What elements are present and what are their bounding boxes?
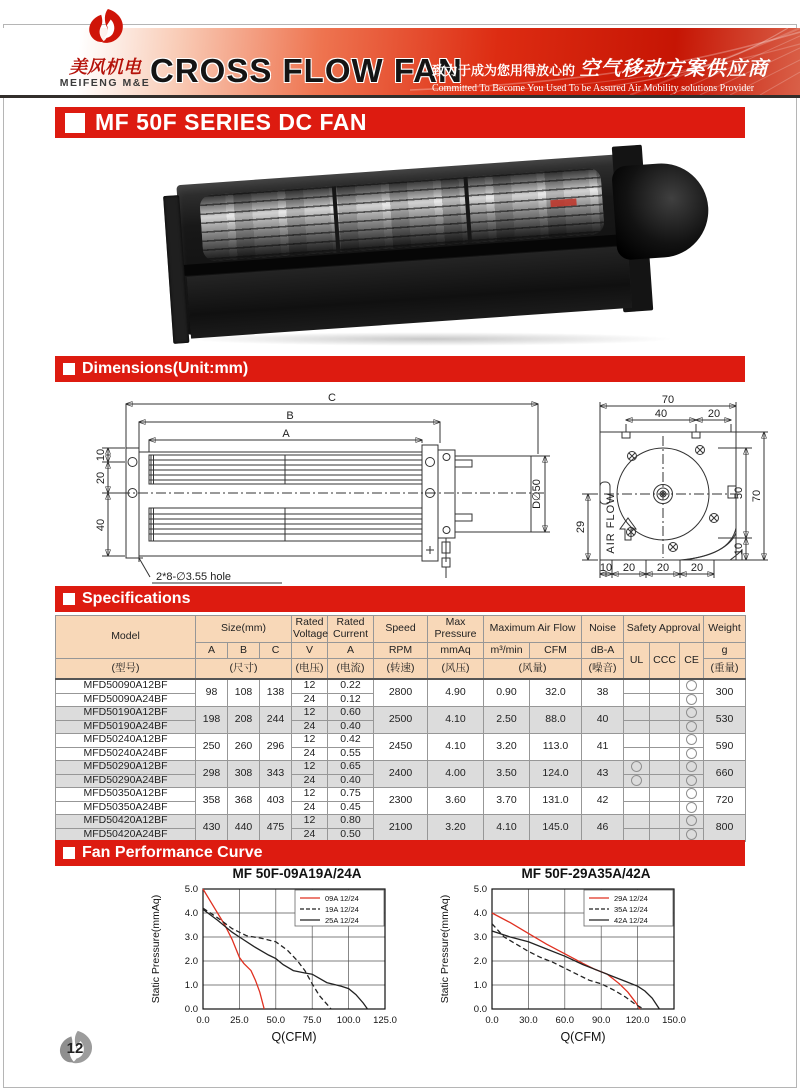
svg-text:0.0: 0.0 <box>196 1015 210 1026</box>
crossflow-fan-image <box>157 134 693 352</box>
spec-row <box>56 788 746 802</box>
brand-logo <box>46 8 164 89</box>
col-m3min: m³/min <box>484 643 530 659</box>
hole-note: 2*8-∅3.55 hole <box>156 571 232 583</box>
spec-cell <box>624 774 650 788</box>
dim-label-b20c: 20 <box>690 562 704 574</box>
col-speed-unit: RPM <box>374 643 428 659</box>
section-title: Specifications <box>82 590 191 607</box>
spec-cell: 3.20 <box>428 815 484 842</box>
svg-text:75.0: 75.0 <box>302 1015 322 1026</box>
spec-cell <box>624 815 650 829</box>
svg-text:150.0: 150.0 <box>662 1015 686 1026</box>
svg-text:1.0: 1.0 <box>184 980 198 991</box>
dim-label-40: 40 <box>95 518 107 532</box>
spec-cell: 12 <box>292 707 328 721</box>
spec-cell <box>624 693 650 707</box>
dim-label-b10: 10 <box>599 562 613 574</box>
svg-text:0.0: 0.0 <box>485 1015 499 1026</box>
photo-shadow <box>185 332 675 346</box>
col-a: A <box>196 643 228 659</box>
svg-text:0.0: 0.0 <box>184 1004 198 1015</box>
spec-cell: 298 <box>196 761 228 788</box>
col-airflow: Maximum Air Flow <box>484 616 582 643</box>
dim-label-c: C <box>328 392 336 404</box>
chart-plot <box>147 884 447 1048</box>
col-size: Size(mm) <box>196 616 292 643</box>
dim-label-10-right: 10 <box>733 542 745 556</box>
spec-cell: 430 <box>196 815 228 842</box>
spec-cell: MFD50420A12BF <box>56 815 196 829</box>
spec-cell <box>624 761 650 775</box>
spec-cell: MFD50190A12BF <box>56 707 196 721</box>
dim-label-70-top: 70 <box>661 394 675 406</box>
spec-cell: 88.0 <box>530 707 582 734</box>
header-slogan <box>432 52 769 94</box>
spec-cell: 0.65 <box>328 761 374 775</box>
spec-row <box>56 679 746 693</box>
spec-cell <box>680 761 704 775</box>
spec-cell: 2450 <box>374 734 428 761</box>
svg-text:35A 12/24: 35A 12/24 <box>614 905 648 914</box>
spec-cell: MFD50290A24BF <box>56 774 196 788</box>
col-noise: Noise <box>582 616 624 643</box>
svg-text:25A 12/24: 25A 12/24 <box>325 916 359 925</box>
header-divider <box>0 95 800 98</box>
svg-text:30.0: 30.0 <box>519 1015 538 1026</box>
svg-text:2.0: 2.0 <box>473 956 487 967</box>
approval-circle <box>686 748 697 759</box>
spec-cell: 38 <box>582 679 624 707</box>
product-photo <box>145 138 710 348</box>
svg-text:60.0: 60.0 <box>555 1015 575 1026</box>
spec-cell <box>680 774 704 788</box>
spec-cell: 2300 <box>374 788 428 815</box>
approval-circle <box>686 707 697 718</box>
dim-label-29: 29 <box>575 520 587 534</box>
spec-cell: 12 <box>292 734 328 748</box>
approval-circle <box>686 680 697 691</box>
dim-label-20: 20 <box>95 471 107 485</box>
spec-cell: MFD50290A12BF <box>56 761 196 775</box>
spec-cell: 343 <box>260 761 292 788</box>
section-header-performance <box>55 840 745 866</box>
spec-cell: 3.60 <box>428 788 484 815</box>
svg-text:4.0: 4.0 <box>473 908 487 919</box>
spec-cell: 403 <box>260 788 292 815</box>
section-title: Dimensions(Unit:mm) <box>82 360 249 377</box>
spec-cell: 98 <box>196 679 228 707</box>
spec-cell: 0.80 <box>328 815 374 829</box>
spec-row <box>56 761 746 775</box>
spec-cell: 244 <box>260 707 292 734</box>
svg-text:Static Pressure(mmAq): Static Pressure(mmAq) <box>150 894 162 1004</box>
col-speed: Speed <box>374 616 428 643</box>
spec-cell <box>624 679 650 693</box>
spec-cell: 530 <box>704 707 746 734</box>
col-voltage-cn: (电压) <box>292 659 328 680</box>
spec-cell: 720 <box>704 788 746 815</box>
air-flow-label: AIR FLOW <box>605 492 617 554</box>
spec-cell <box>650 774 680 788</box>
page-title: CROSS FLOW FAN <box>150 52 463 89</box>
series-banner <box>55 107 745 138</box>
spec-row <box>56 815 746 829</box>
approval-circle <box>631 761 642 772</box>
spec-cell <box>650 734 680 748</box>
approval-circle <box>686 788 697 799</box>
col-speed-cn: (转速) <box>374 659 428 680</box>
spec-cell: 296 <box>260 734 292 761</box>
spec-cell: 113.0 <box>530 734 582 761</box>
spec-cell: 3.20 <box>484 734 530 761</box>
spec-cell <box>624 707 650 721</box>
spec-cell <box>680 801 704 815</box>
spec-cell: 24 <box>292 801 328 815</box>
spec-cell: 0.42 <box>328 734 374 748</box>
svg-text:Static Pressure(mmAq): Static Pressure(mmAq) <box>439 894 451 1004</box>
spec-cell: 300 <box>704 679 746 707</box>
svg-text:09A 12/24: 09A 12/24 <box>325 894 359 903</box>
approval-circle <box>686 734 697 745</box>
spec-cell: 46 <box>582 815 624 842</box>
svg-text:5.0: 5.0 <box>184 884 198 895</box>
spec-cell: 0.22 <box>328 679 374 693</box>
spec-cell: 124.0 <box>530 761 582 788</box>
spec-cell: 24 <box>292 747 328 761</box>
approval-circle <box>686 761 697 772</box>
section-title: Fan Performance Curve <box>82 844 263 861</box>
spec-cell: 3.50 <box>484 761 530 788</box>
brand-name-cn: 美风机电 <box>69 57 141 77</box>
svg-text:100.0: 100.0 <box>336 1015 361 1026</box>
spec-cell <box>650 720 680 734</box>
svg-text:3.0: 3.0 <box>473 932 487 943</box>
spec-cell <box>680 788 704 802</box>
col-noise-cn: (噪音) <box>582 659 624 680</box>
spec-cell: MFD50090A12BF <box>56 679 196 693</box>
svg-text:5.0: 5.0 <box>473 884 487 895</box>
spec-cell <box>624 788 650 802</box>
spec-cell: 32.0 <box>530 679 582 707</box>
dim-label-b20a: 20 <box>622 562 636 574</box>
fan-motor <box>611 160 711 260</box>
svg-text:0.0: 0.0 <box>473 1004 487 1015</box>
spec-cell: 12 <box>292 815 328 829</box>
dim-label-10: 10 <box>95 448 107 462</box>
page-number-badge <box>52 1030 98 1072</box>
spec-cell <box>650 761 680 775</box>
spec-cell: MFD50350A24BF <box>56 801 196 815</box>
col-airflow-cn: (风量) <box>484 659 582 680</box>
svg-text:Q(CFM): Q(CFM) <box>560 1030 606 1044</box>
spec-cell: 475 <box>260 815 292 842</box>
col-cfm: CFM <box>530 643 582 659</box>
series-banner-title: MF 50F SERIES DC FAN <box>95 109 367 135</box>
spec-cell: 368 <box>228 788 260 815</box>
col-safety: Safety Approval <box>624 616 704 643</box>
col-size-cn: (尺寸) <box>196 659 292 680</box>
spec-cell: 12 <box>292 761 328 775</box>
spec-cell <box>680 747 704 761</box>
dim-label-40: 40 <box>654 408 668 420</box>
col-voltage: Rated Voltage <box>292 616 328 643</box>
spec-cell <box>624 720 650 734</box>
spec-row <box>56 707 746 721</box>
col-b: B <box>228 643 260 659</box>
chart-title: MF 50F-29A35A/42A <box>521 866 651 881</box>
spec-cell: 0.40 <box>328 720 374 734</box>
svg-text:4.0: 4.0 <box>184 908 198 919</box>
spec-cell: 0.40 <box>328 774 374 788</box>
svg-text:2.0: 2.0 <box>184 956 198 967</box>
dim-label-a: A <box>282 428 290 440</box>
section-square-icon <box>63 593 75 605</box>
spec-header-row-1 <box>56 616 746 643</box>
svg-text:25.0: 25.0 <box>230 1015 249 1026</box>
spec-cell: 260 <box>228 734 260 761</box>
chart-title: MF 50F-09A19A/24A <box>232 866 362 881</box>
section-square-icon <box>63 847 75 859</box>
spec-cell: 4.10 <box>428 734 484 761</box>
slogan-cn-large: 空气移动方案供应商 <box>579 58 769 80</box>
dim-label-50: 50 <box>733 486 745 500</box>
spec-cell: MFD50190A24BF <box>56 720 196 734</box>
approval-circle <box>686 802 697 813</box>
col-c: C <box>260 643 292 659</box>
spec-table-wrap <box>55 615 745 842</box>
brand-logo-icon <box>82 8 128 52</box>
svg-text:90.0: 90.0 <box>591 1015 611 1026</box>
spec-cell: 800 <box>704 815 746 842</box>
spec-cell: 24 <box>292 828 328 842</box>
brand-name-en: MEIFENG M&E <box>59 77 151 89</box>
spec-cell: 0.55 <box>328 747 374 761</box>
col-ce: CE <box>680 643 704 680</box>
spec-cell <box>624 734 650 748</box>
approval-circle <box>686 694 697 705</box>
spec-cell: 250 <box>196 734 228 761</box>
col-pressure-cn: (风压) <box>428 659 484 680</box>
spec-cell: 131.0 <box>530 788 582 815</box>
spec-cell: 3.70 <box>484 788 530 815</box>
spec-cell: MFD50240A12BF <box>56 734 196 748</box>
col-weight-unit: g <box>704 643 746 659</box>
spec-cell: 108 <box>228 679 260 707</box>
spec-table-body <box>56 679 746 842</box>
section-header-specifications <box>55 586 745 612</box>
spec-cell <box>650 801 680 815</box>
spec-cell: 4.00 <box>428 761 484 788</box>
spec-cell <box>680 815 704 829</box>
svg-text:120.0: 120.0 <box>625 1015 650 1026</box>
performance-chart-1 <box>147 866 447 1048</box>
slogan-cn-small: 致力于成为您用得放心的 <box>432 63 576 78</box>
spec-cell: MFD50350A12BF <box>56 788 196 802</box>
banner-square-icon <box>65 113 85 133</box>
spec-cell: 12 <box>292 679 328 693</box>
spec-cell: 590 <box>704 734 746 761</box>
col-ccc: CCC <box>650 643 680 680</box>
spec-cell <box>650 815 680 829</box>
col-model-cn: (型号) <box>56 659 196 680</box>
spec-cell: 660 <box>704 761 746 788</box>
spec-cell: 138 <box>260 679 292 707</box>
spec-cell: 308 <box>228 761 260 788</box>
spec-cell <box>650 747 680 761</box>
spec-row <box>56 734 746 748</box>
section-square-icon <box>63 363 75 375</box>
spec-cell: 4.90 <box>428 679 484 707</box>
spec-cell: 2100 <box>374 815 428 842</box>
svg-text:125.0: 125.0 <box>373 1015 397 1026</box>
svg-text:19A 12/24: 19A 12/24 <box>325 905 359 914</box>
col-current-cn: (电流) <box>328 659 374 680</box>
spec-cell: 0.45 <box>328 801 374 815</box>
spec-cell <box>624 747 650 761</box>
spec-table <box>55 615 746 842</box>
spec-cell: 24 <box>292 720 328 734</box>
col-pressure-unit: mmAq <box>428 643 484 659</box>
spec-cell: 42 <box>582 788 624 815</box>
svg-text:29A 12/24: 29A 12/24 <box>614 894 648 903</box>
col-current-unit: A <box>328 643 374 659</box>
spec-cell <box>680 734 704 748</box>
section-header-dimensions <box>55 356 745 382</box>
spec-cell: 4.10 <box>428 707 484 734</box>
svg-text:Q(CFM): Q(CFM) <box>271 1030 317 1044</box>
spec-cell: 2800 <box>374 679 428 707</box>
svg-text:50.0: 50.0 <box>266 1015 286 1026</box>
col-voltage-unit: V <box>292 643 328 659</box>
approval-circle <box>631 775 642 786</box>
spec-cell: 2500 <box>374 707 428 734</box>
col-weight: Weight <box>704 616 746 643</box>
dim-label-70-right: 70 <box>751 489 763 503</box>
slogan-en: Committed To Become You Used To be Assured Air Mobility solutions Provider <box>432 83 755 94</box>
spec-cell <box>650 679 680 693</box>
chart-plot <box>436 884 736 1048</box>
spec-cell: 358 <box>196 788 228 815</box>
spec-cell <box>680 720 704 734</box>
dim-label-b: B <box>286 410 294 422</box>
col-noise-unit: dB-A <box>582 643 624 659</box>
spec-cell: 41 <box>582 734 624 761</box>
spec-cell: 0.60 <box>328 707 374 721</box>
spec-cell: 40 <box>582 707 624 734</box>
spec-cell <box>650 707 680 721</box>
spec-cell: MFD50240A24BF <box>56 747 196 761</box>
col-ul: UL <box>624 643 650 680</box>
approval-circle <box>686 829 697 840</box>
spec-cell <box>680 693 704 707</box>
svg-text:3.0: 3.0 <box>184 932 198 943</box>
col-current: Rated Current <box>328 616 374 643</box>
col-pressure: Max Pressure <box>428 616 484 643</box>
spec-cell: 12 <box>292 788 328 802</box>
spec-cell: 440 <box>228 815 260 842</box>
spec-cell: 0.90 <box>484 679 530 707</box>
approval-circle <box>686 775 697 786</box>
spec-cell: 0.50 <box>328 828 374 842</box>
spec-cell: 43 <box>582 761 624 788</box>
spec-cell <box>680 679 704 693</box>
svg-text:42A 12/24: 42A 12/24 <box>614 916 648 925</box>
spec-cell: 145.0 <box>530 815 582 842</box>
spec-cell: 0.12 <box>328 693 374 707</box>
spec-cell <box>650 788 680 802</box>
spec-cell: 198 <box>196 707 228 734</box>
spec-cell: 2.50 <box>484 707 530 734</box>
page-number: 12 <box>66 1040 84 1057</box>
spec-cell: 0.75 <box>328 788 374 802</box>
performance-chart-2 <box>436 866 736 1048</box>
col-weight-cn: (重量) <box>704 659 746 680</box>
col-model: Model <box>56 616 196 659</box>
dimension-drawing-end-view <box>568 390 786 586</box>
spec-cell: MFD50420A24BF <box>56 828 196 842</box>
svg-text:1.0: 1.0 <box>473 980 487 991</box>
spec-cell: 24 <box>292 693 328 707</box>
spec-cell <box>680 707 704 721</box>
approval-circle <box>686 815 697 826</box>
dim-label-b20b: 20 <box>656 562 670 574</box>
approval-circle <box>686 721 697 732</box>
dim-label-20: 20 <box>707 408 721 420</box>
spec-cell: 24 <box>292 774 328 788</box>
spec-cell <box>624 801 650 815</box>
dim-label-motor-dia: D∅50 <box>531 479 543 509</box>
spec-cell: 2400 <box>374 761 428 788</box>
dimension-drawing-side-view <box>92 390 564 586</box>
spec-cell: 208 <box>228 707 260 734</box>
spec-cell <box>650 693 680 707</box>
spec-cell: MFD50090A24BF <box>56 693 196 707</box>
spec-cell: 4.10 <box>484 815 530 842</box>
